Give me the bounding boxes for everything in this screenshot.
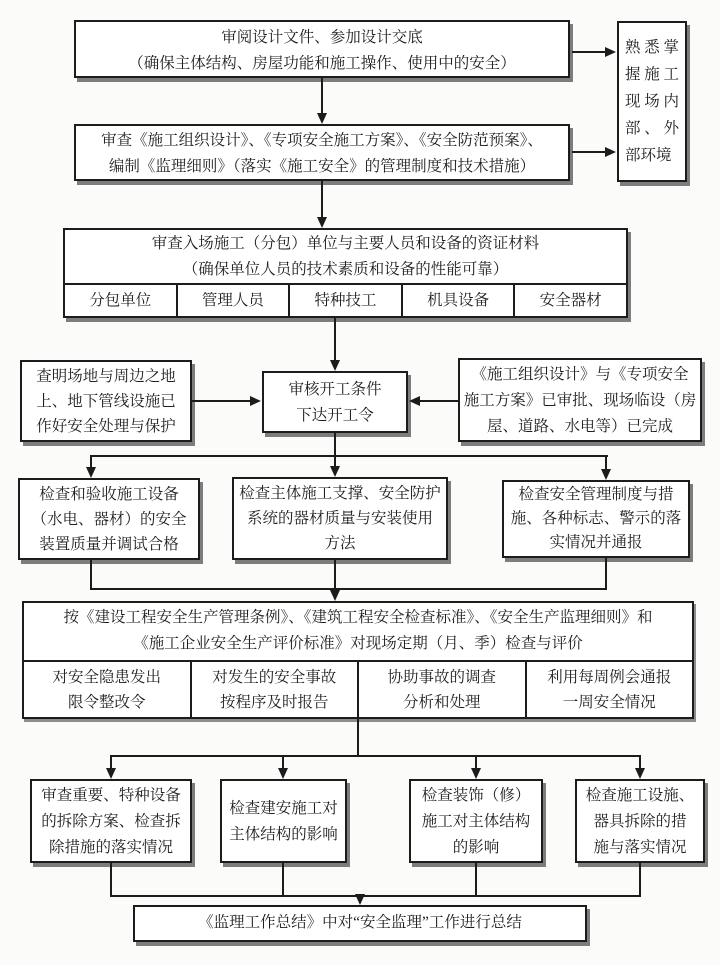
box-review-design [74,20,570,78]
box-periodic-check [22,601,694,719]
box-review-credentials-title [65,230,626,285]
box-plans-approved [458,358,702,442]
connector-line [420,400,458,402]
connector-line [90,560,92,590]
periodic-check-actions-row [24,662,692,719]
box-check-safety-management-line: 施、各种标志、警示的落 [510,510,682,527]
box-review-credentials-line: 审查入场施工（分包）单位与主要人员和设备的资证材料 [151,235,540,252]
box-check-support-systems [232,477,448,560]
arrow-left-icon [409,396,420,406]
box-familiarize-site-text: 熟悉掌握施工现场内部、外部环境 [625,39,679,164]
box-review-plans-line: 编制《监理细则》（落实《施工安全》的管理制度和技术措施） [108,158,536,175]
connector-line [90,588,607,590]
box-plans-approved-line: 《施工组织设计》与《专项安全 [471,366,689,383]
credentials-category-row [65,285,626,317]
connector-line [110,755,641,757]
box-review-plans [74,124,570,181]
box-check-equipment [18,478,200,560]
arrow-down-icon [278,768,288,779]
arrow-down-icon [317,217,327,228]
arrow-down-icon [86,467,96,478]
box-work-summary-text: 《监理工作总结》中对“安全监理”工作进行总结 [198,914,522,931]
connector-line [334,433,336,457]
box-facility-removal-line: 检查施工设施、 [585,787,695,804]
box-review-design-line: 审阅设计文件、参加设计交底 [221,29,423,46]
connector-line [334,318,336,360]
box-decoration-impact-line: 施工对主体结构 [421,813,531,830]
arrow-down-icon [601,469,611,480]
box-check-equipment-line: 检查和验收施工设备 [39,486,179,503]
box-construction-impact-line: 检查建安施工对 [229,800,338,817]
periodic-cell-accident-investigation [357,662,525,719]
box-work-summary [133,905,587,942]
box-decoration-impact-line: 的影响 [452,839,500,856]
connector-line [334,560,336,590]
box-review-credentials-line: （确保单位人员的技术素质和设备的性能可靠） [182,261,509,278]
box-check-support-systems-line: 系统的器材质量与安装使用 [246,510,433,527]
box-demolition-review-line: 的拆除方案、检查拆 [41,813,181,830]
box-demolition-review [30,779,192,863]
credentials-cell-subcontractor: 分包单位 [89,292,152,309]
connector-line [572,51,605,53]
connector-line [110,863,112,897]
box-check-safety-management-line: 实情况并通报 [549,534,643,551]
box-review-design-line: （确保主体结构、房屋功能和施工操作、使用中的安全） [128,55,516,72]
arrow-down-icon [471,768,481,779]
connector-line [110,895,641,897]
arrow-down-icon [330,466,340,477]
connector-line [639,863,641,897]
box-start-conditions-line: 审核开工条件 [288,381,382,398]
periodic-cell-accident-report [190,662,358,719]
arrow-down-icon [317,113,327,124]
box-facility-removal-line: 施与落实情况 [593,839,687,856]
box-site-pipelines-line: 作好安全处理与保护 [36,418,176,435]
periodic-cell-weekly-briefing [525,662,693,719]
connector-line [475,863,477,897]
connector-line [282,863,284,897]
box-facility-removal-line: 器具拆除的措 [593,813,687,830]
connector-line [357,719,359,757]
box-site-pipelines-line: 查明场地与周边之地 [36,368,176,385]
connector-line [90,455,608,457]
periodic-cell-line: 限令整改令 [67,694,146,711]
box-check-support-systems-line: 方法 [324,535,356,552]
box-site-pipelines-line: 上、地下管线设施已 [36,393,176,410]
arrow-down-icon [330,590,340,601]
box-review-plans-line: 审查《施工组织设计》、《专项安全施工方案》、《安全防范预案》、 [101,132,543,149]
box-check-equipment-line: 装置质量并调试合格 [39,536,179,553]
credentials-cell-machinery: 机具设备 [401,285,514,317]
box-start-conditions [262,371,408,433]
periodic-cell-line: 协助事故的调查 [387,669,496,686]
periodic-cell-line: 对发生的安全事故 [212,669,337,686]
credentials-cell-safety-gear: 安全器材 [513,285,626,317]
arrow-down-icon [355,894,365,905]
box-plans-approved-line: 屋、道路、水电等）已完成 [486,418,673,435]
credentials-cell-managers: 管理人员 [176,285,289,317]
box-check-support-systems-line: 检查主体施工支撑、安全防护 [239,485,441,502]
box-familiarize-site [617,21,687,182]
box-construction-impact-line: 主体结构的影响 [229,826,338,843]
periodic-cell-line: 利用每周例会通报 [547,669,672,686]
box-periodic-check-header [24,603,692,662]
arrow-down-icon [635,768,645,779]
box-review-credentials [63,228,628,318]
connector-line [334,457,336,466]
periodic-cell-line: 按程序及时报告 [219,694,329,711]
arrow-right-icon [605,147,616,157]
connector-line [572,151,605,153]
connector-line [321,181,323,217]
periodic-cell-line: 分析和处理 [402,694,481,711]
box-periodic-check-line: 按《建设工程安全生产管理条例》、《建筑工程安全检查标准》、《安全生产监理细则》和 [63,609,653,626]
periodic-cell-rectification-order [24,662,190,719]
arrow-down-icon [106,768,116,779]
box-decoration-impact [409,779,543,863]
box-construction-impact [220,779,347,863]
connector-line [321,78,323,113]
box-facility-removal [575,779,705,863]
box-start-conditions-line: 下达开工令 [296,407,374,424]
box-periodic-check-line: 《施工企业安全生产评价标准》对现场定期（月、季）检查与评价 [133,635,583,652]
periodic-cell-line: 对安全隐患发出 [52,669,161,686]
connector-line [605,558,607,590]
periodic-cell-line: 一周安全情况 [562,694,656,711]
box-decoration-impact-line: 检查装饰（修） [421,787,531,804]
box-plans-approved-line: 施工方案》已审批、现场临设（房 [463,392,697,409]
connector-line [90,457,92,467]
credentials-cell-special-workers: 特种技工 [288,285,401,317]
box-check-equipment-line: （水电、器材）的安全 [31,511,187,528]
box-demolition-review-line: 除措施的落实情况 [48,839,173,856]
arrow-right-icon [605,47,616,57]
arrow-right-icon [250,396,261,406]
connector-line [192,400,250,402]
box-demolition-review-line: 审查重要、特种设备 [41,787,181,804]
box-site-pipelines [20,360,192,442]
arrow-down-icon [330,360,340,371]
connector-line [605,457,607,469]
box-check-safety-management-line: 检查安全管理制度与措 [518,486,674,503]
box-check-safety-management [502,480,690,558]
